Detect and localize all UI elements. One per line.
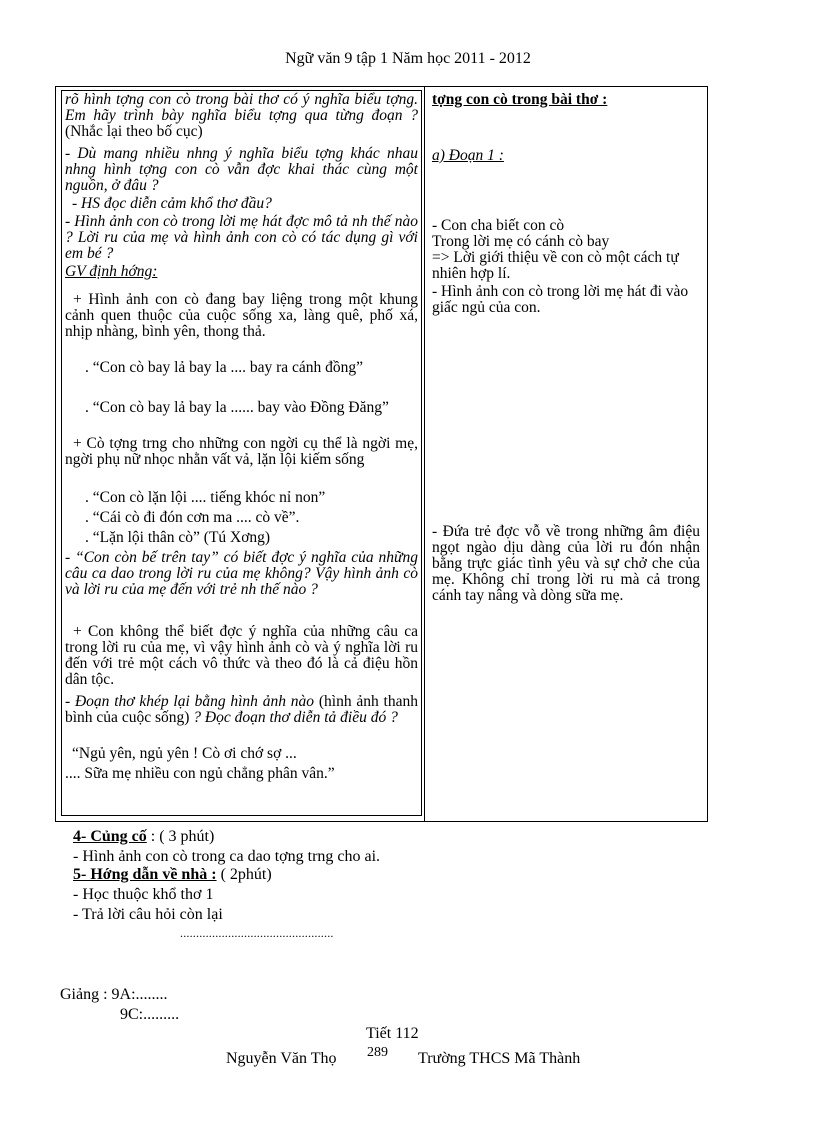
question-6-note: (hình ảnh thanh bình của cuộc sống) <box>65 693 418 726</box>
question-4: - Hình ảnh con cò trong lời mẹ hát đợc mô tả nh thế nào ? Lời ru của mẹ và hình ảnh con cò có tác dụng gì với em bé ? <box>65 213 418 262</box>
page-header: Ngữ văn 9 tập 1 Năm học 2011 - 2012 <box>285 50 531 67</box>
point-3: + Con không thể biết đợc ý nghĩa của những câu ca trong lời ru của mẹ, vì vậy hình ảnh cò và ý nghĩa lời ru đến với trẻ một cách vô thức và theo đó là cả điệu hồn dân tộc. <box>65 623 418 688</box>
question-1-note: (Nhắc lại theo bố cục) <box>65 123 203 140</box>
section-a-label: a) Đoạn 1 : <box>432 147 504 164</box>
point-1: + Hình ảnh con cò đang bay liệng trong một khung cảnh quen thuộc của cuộc sống xa, làng quê, phố xá, nhịp nhàng, bình yên, thong thả. <box>65 291 418 340</box>
right-heading: tợng con cò trong bài thơ : <box>432 91 608 108</box>
page-number: 289 <box>367 1045 388 1060</box>
question-5: - “Con còn bế trên tay” có biết đợc ý nghĩa của những câu ca dao trong lời ru của mẹ không? Vậy hình ảnh cò và lời ru của mẹ đến với trẻ nh thế nào ? <box>65 549 418 598</box>
author-name: Nguyễn Văn Thọ <box>226 1050 337 1067</box>
question-2: - Dù mang nhiều nhng ý nghĩa biểu tợng khác nhau nhng hình tợng con cò vẫn đợc khai thác cùng một nguồn, ở đâu ? <box>65 145 418 194</box>
question-3: - HS đọc diễn cảm khổ thơ đầu? <box>72 195 272 212</box>
cung-co-text: - Hình ảnh con cò trong ca dao tợng trng cho ai. <box>73 848 381 865</box>
right-line-2: Trong lời mẹ có cánh cò bay <box>432 233 610 250</box>
huong-dan-heading: 5- Hớng dẫn về nhà : ( 2phút) <box>73 866 272 883</box>
verse-line-1: “Ngủ yên, ngủ yên ! Cò ơi chớ sợ ... <box>72 745 297 762</box>
giang-9c: 9C:......... <box>120 1006 180 1023</box>
right-line-5: - Đứa trẻ đợc vỗ về trong những âm điệu ngọt ngào dịu dàng của lời ru đón nhận bằng trực giác tình yêu và sự chở che của mẹ. Không chỉ trong lời ru mà cả trong cánh tay nâng và dòng sữa mẹ. <box>432 523 700 604</box>
right-line-1: - Con cha biết con cò <box>432 217 565 234</box>
citation-2: . “Con cò bay lả bay la ...... bay vào Đồng Đăng” <box>85 399 389 416</box>
verse-line-2: .... Sữa mẹ nhiều con ngủ chẳng phân vân.” <box>65 765 335 782</box>
citation-1: . “Con cò bay lả bay la .... bay ra cánh đồng” <box>85 359 364 376</box>
right-line-3: => Lời giới thiệu về con cò một cách tự nhiên hợp lí. <box>432 249 679 282</box>
point-2: + Cò tợng trng cho những con ngời cụ thể là ngời mẹ, ngời phụ nữ nhọc nhằn vất vả, lặn lội kiếm sống <box>65 435 418 468</box>
question-1: rõ hình tợng con cò trong bài thơ có ý nghĩa biểu tợng. Em hãy trình bày nghĩa biểu tợng qua từng đoạn ? (Nhắc lại theo bố cục) <box>65 91 418 140</box>
question-6: - Đoạn thơ khép lại bằng hình ảnh nào (hình ảnh thanh bình của cuộc sống) ? Đọc đoạn thơ diễn tả điều đó ? <box>65 693 418 726</box>
dotted-separator: ................................................ <box>180 926 334 940</box>
lesson-number: Tiết 112 <box>366 1025 419 1042</box>
cung-co-heading: 4- Củng cố : ( 3 phút) <box>73 828 215 845</box>
citation-5: . “Lặn lội thân cò” (Tú Xơng) <box>85 529 271 546</box>
giang-9a: Giảng : 9A:........ <box>60 986 168 1003</box>
gv-guidance-label: GV định hớng: <box>65 263 158 280</box>
homework-item-2: - Trả lời câu hỏi còn lại <box>73 906 223 923</box>
homework-item-1: - Học thuộc khổ thơ 1 <box>73 886 214 903</box>
citation-4: . “Cái cò đi đón cơn ma .... cò về”. <box>85 509 300 526</box>
school-name: Trường THCS Mã Thành <box>418 1050 581 1067</box>
right-line-4: - Hình ảnh con cò trong lời mẹ hát đi vào giấc ngủ của con. <box>432 283 689 316</box>
citation-3: . “Con cò lặn lội .... tiếng khóc nỉ non” <box>85 489 326 506</box>
